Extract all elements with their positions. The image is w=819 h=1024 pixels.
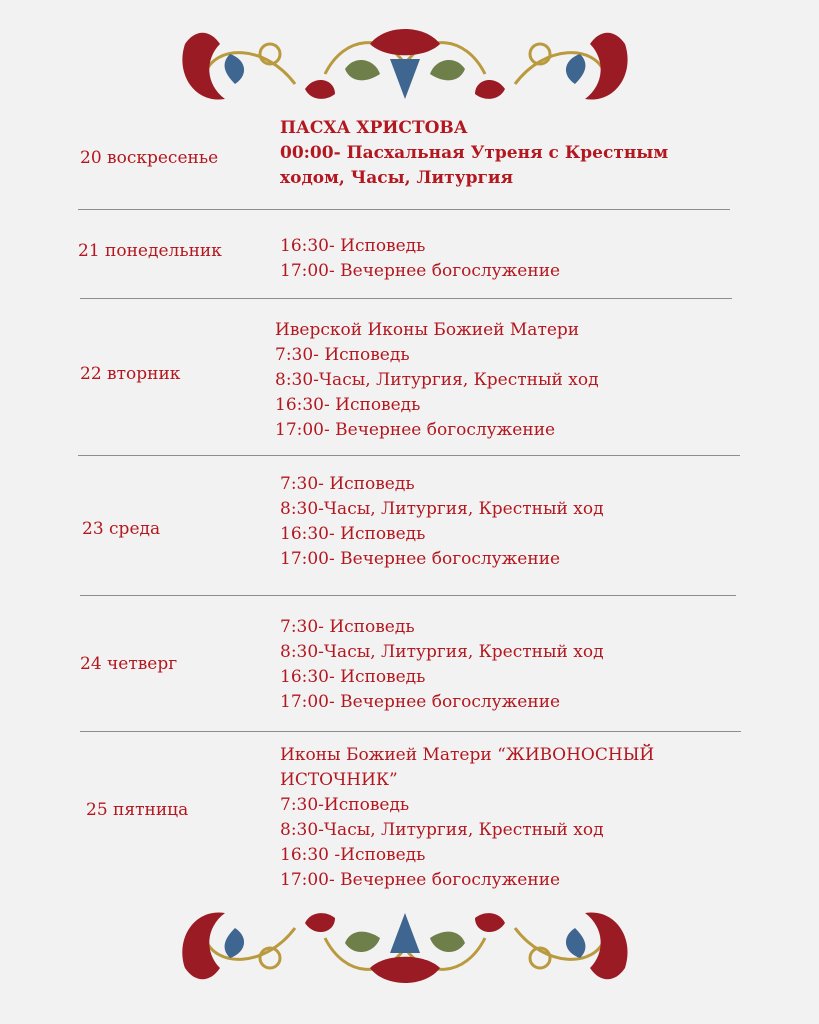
- schedule-line: 7:30- Исповедь: [275, 345, 410, 365]
- schedule-line: 7:30-Исповедь: [280, 795, 410, 815]
- schedule-line: ПАСХА ХРИСТОВА: [280, 118, 468, 138]
- day-label: 24 четверг: [80, 654, 178, 674]
- schedule-line: 00:00- Пасхальная Утреня с Крестным: [280, 143, 669, 163]
- day-label: 22 вторник: [80, 364, 181, 384]
- bottom-folk-ornament: [175, 902, 635, 998]
- schedule-entries: [280, 116, 668, 191]
- schedule-line: 8:30-Часы, Литургия, Крестный ход: [280, 820, 604, 840]
- schedule-line: Иверской Иконы Божией Матери: [275, 320, 580, 340]
- schedule-line: 17:00- Вечернее богослужение: [280, 549, 561, 569]
- schedule-line: 17:00- Вечернее богослужение: [280, 692, 561, 712]
- schedule-line: Иконы Божией Матери “ЖИВОНОСНЫЙ: [280, 745, 655, 765]
- schedule-line: 8:30-Часы, Литургия, Крестный ход: [280, 499, 604, 519]
- schedule-entries: [280, 234, 560, 284]
- row-divider: [78, 209, 730, 210]
- row-divider: [80, 731, 741, 732]
- row-divider: [80, 298, 732, 299]
- schedule-line: 17:00- Вечернее богослужение: [275, 420, 556, 440]
- schedule-line: 8:30-Часы, Литургия, Крестный ход: [275, 370, 599, 390]
- schedule-line: 17:00- Вечернее богослужение: [280, 870, 561, 890]
- day-label: 25 пятница: [86, 800, 189, 820]
- day-label: 21 понедельник: [78, 241, 222, 261]
- row-divider: [80, 595, 736, 596]
- row-divider: [78, 455, 740, 456]
- schedule-line: 16:30 -Исповедь: [280, 845, 426, 865]
- schedule-line: 16:30- Исповедь: [275, 395, 421, 415]
- schedule-line: ИСТОЧНИК”: [280, 770, 398, 790]
- schedule-line: 7:30- Исповедь: [280, 617, 415, 637]
- top-folk-ornament: [175, 14, 635, 110]
- schedule-line: 7:30- Исповедь: [280, 474, 415, 494]
- schedule-line: 17:00- Вечернее богослужение: [280, 261, 561, 281]
- schedule-line: ходом, Часы, Литургия: [280, 168, 514, 188]
- day-label: 23 среда: [82, 519, 161, 539]
- schedule-line: 16:30- Исповедь: [280, 524, 426, 544]
- schedule-line: 16:30- Исповедь: [280, 236, 426, 256]
- schedule-entries: [280, 472, 604, 572]
- schedule-line: 8:30-Часы, Литургия, Крестный ход: [280, 642, 604, 662]
- schedule-entries: [275, 318, 599, 443]
- schedule-line: 16:30- Исповедь: [280, 667, 426, 687]
- day-label: 20 воскресенье: [80, 148, 219, 168]
- schedule-entries: [280, 743, 654, 893]
- schedule-entries: [280, 615, 604, 715]
